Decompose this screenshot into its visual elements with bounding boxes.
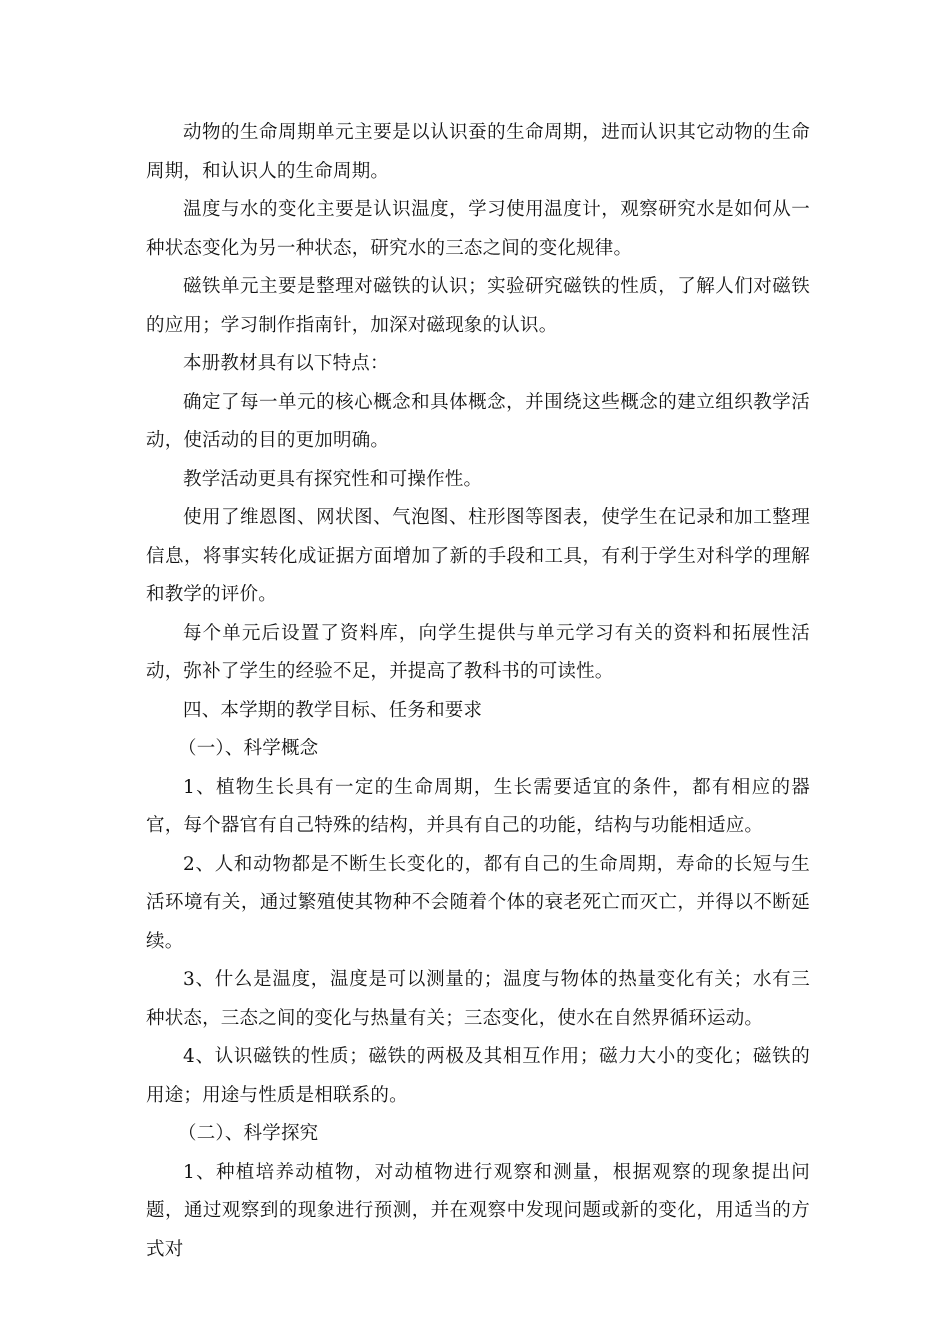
section-heading-goals: 四、本学期的教学目标、任务和要求 [183, 699, 483, 721]
paragraph-animal-life-cycle: 动物的生命周期单元主要是以认识蚕的生命周期，进而认识其它动物的生命周期，和认识人的生命周期。 [146, 122, 810, 182]
subheading-science-concepts: （一）、科学概念 [178, 738, 319, 759]
paragraph-core-concepts: 确定了每一单元的核心概念和具体概念，并围绕这些概念的建立组织教学活动，使活动的目的更加明确。 [146, 391, 810, 451]
paragraph-magnet-unit: 磁铁单元主要是整理对磁铁的认识；实验研究磁铁的性质，了解人们对磁铁的应用；学习制作指南针，加深对磁现象的认识。 [146, 276, 810, 336]
paragraph-concept-3: 3、什么是温度，温度是可以测量的；温度与物体的热量变化有关；水有三种状态，三态之间的变化与热量有关；三态变化，使水在自然界循环运动。 [146, 969, 810, 1029]
document-body [146, 114, 810, 1269]
paragraph-features-intro: 本册教材具有以下特点： [183, 353, 389, 374]
paragraph-concept-4: 4、认识磁铁的性质；磁铁的两极及其相互作用；磁力大小的变化；磁铁的用途；用途与性质是相联系的。 [146, 1046, 810, 1106]
paragraph-inquiry: 教学活动更具有探究性和可操作性。 [183, 468, 483, 490]
paragraph-temperature-water: 温度与水的变化主要是认识温度，学习使用温度计，观察研究水是如何从一种状态变化为另一种状态，研究水的三态之间的变化规律。 [146, 199, 810, 259]
paragraph-concept-1: 1、植物生长具有一定的生命周期，生长需要适宜的条件，都有相应的器官，每个器官有自己特殊的结构，并具有自己的功能，结构与功能相适应。 [146, 776, 810, 836]
subheading-science-inquiry: （二）、科学探究 [178, 1123, 319, 1144]
paragraph-resource-library: 每个单元后设置了资料库，向学生提供与单元学习有关的资料和拓展性活动，弥补了学生的经验不足，并提高了教科书的可读性。 [146, 622, 810, 682]
paragraph-diagrams: 使用了维恩图、网状图、气泡图、柱形图等图表，使学生在记录和加工整理信息，将事实转化成证据方面增加了新的手段和工具，有利于学生对科学的理解和教学的评价。 [146, 507, 810, 605]
paragraph-concept-2: 2、人和动物都是不断生长变化的，都有自己的生命周期，寿命的长短与生活环境有关，通过繁殖使其物种不会随着个体的衰老死亡而灭亡，并得以不断延续。 [146, 853, 810, 952]
paragraph-inquiry-1: 1、种植培养动植物，对动植物进行观察和测量，根据观察的现象提出问题，通过观察到的现象进行预测，并在观察中发现问题或新的变化，用适当的方式对 [146, 1161, 810, 1260]
